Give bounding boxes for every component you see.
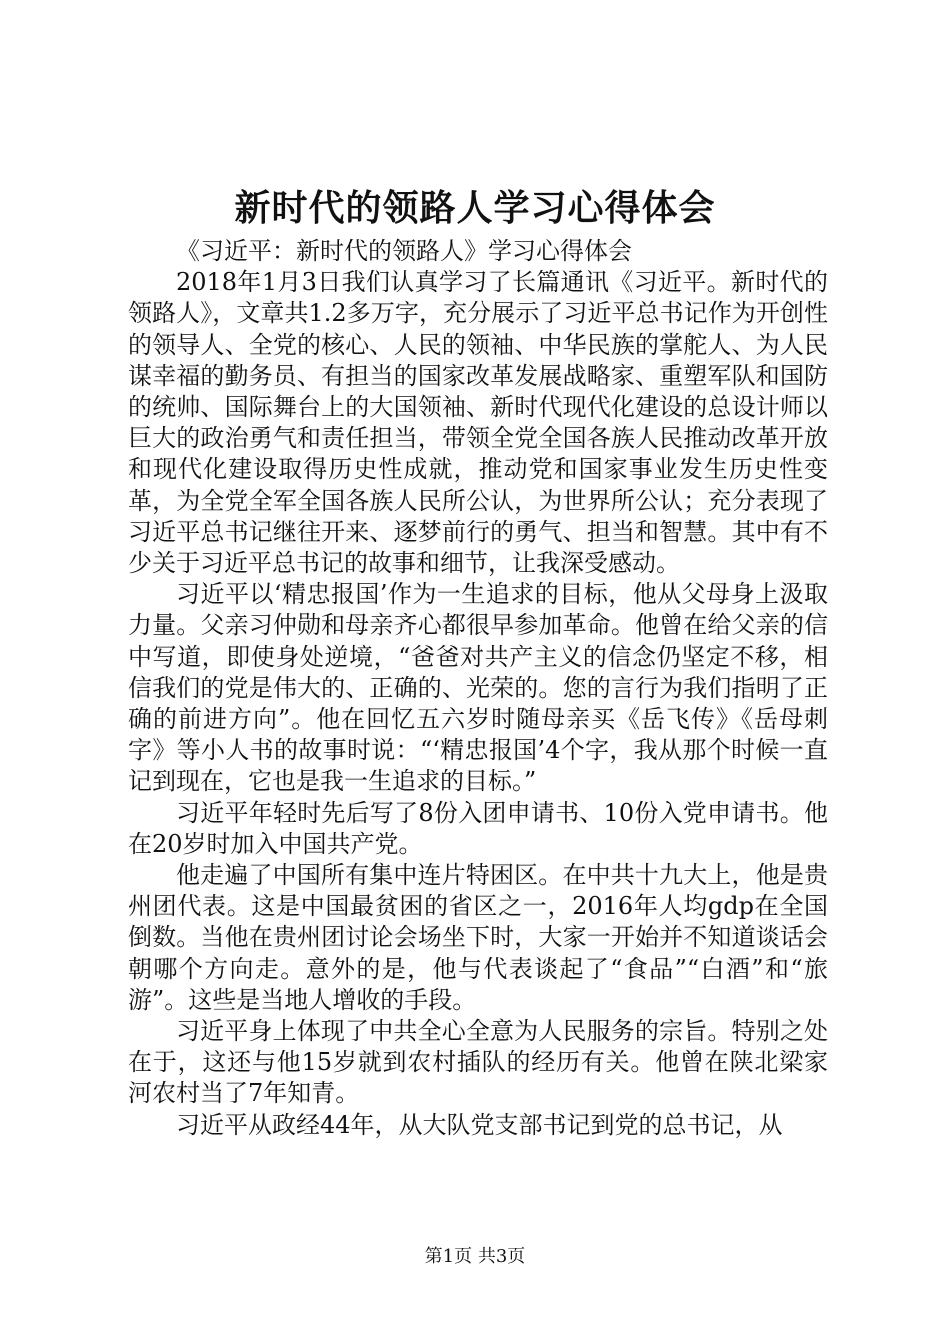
document-subtitle: 《习近平：新时代的领路人》学习心得体会: [176, 237, 632, 265]
paragraph: 习近平从政经44年，从大队党支部书记到党的总书记，从: [176, 1110, 783, 1139]
page-footer: 第1页 共3页: [424, 1246, 526, 1267]
paragraph: 习近平以‘精忠报国’作为一生追求的目标，他从父母身上汲取力量。父亲习仲勋和母亲齐心都很早参加革命。他曾在给父亲的信中写道，即使身处逆境，“爸爸对共产主义的信念仍坚定不移，相信我们的党是伟大的、正确的、光荣的。您的言行为我们指明了正确的前进方向”。他在回忆五六岁时随母亲买《岳飞传》《岳母刺字》等小人书的故事时说：“‘精忠报国’4个字，我从那个时候一直记到现在，它也是我一生追求的目标。”: [128, 580, 828, 796]
page-title: 新时代的领路人学习心得体会: [234, 187, 716, 229]
document-body: [128, 236, 828, 1141]
paragraph: 习近平身上体现了中共全心全意为人民服务的宗旨。特别之处在于，这还与他15岁就到农村插队的经历有关。他曾在陕北梁家河农村当了7年知青。: [128, 1017, 828, 1108]
paragraph: 习近平年轻时先后写了8份入团申请书、10份入党申请书。他在20岁时加入中国共产党。: [128, 798, 828, 858]
paragraph: 他走遍了中国所有集中连片特困区。在中共十九大上，他是贵州团代表。这是中国最贫困的省区之一，2016年人均gdp在全国倒数。当他在贵州团讨论会场坐下时，大家一开始并不知道谈话会朝哪个方向走。意外的是，他与代表谈起了“食品”“白酒”和“旅游”。这些是当地人增收的手段。: [128, 861, 828, 1014]
paragraph: 2018年1月3日我们认真学习了长篇通讯《习近平。新时代的领路人》，文章共1.2多万字，充分展示了习近平总书记作为开创性的领导人、全党的核心、人民的领袖、中华民族的掌舵人、为人民谋幸福的勤务员、有担当的国家改革发展战略家、重塑军队和国防的统帅、国际舞台上的大国领袖、新时代现代化建设的总设计师以巨大的政治勇气和责任担当，带领全党全国各族人民推动改革开放和现代化建设取得历史性成就，推动党和国家事业发生历史性变革，为全党全军全国各族人民所公认，为世界所公认；充分表现了习近平总书记继往开来、逐梦前行的勇气、担当和智慧。其中有不少关于习近平总书记的故事和细节，让我深受感动。: [128, 268, 828, 578]
